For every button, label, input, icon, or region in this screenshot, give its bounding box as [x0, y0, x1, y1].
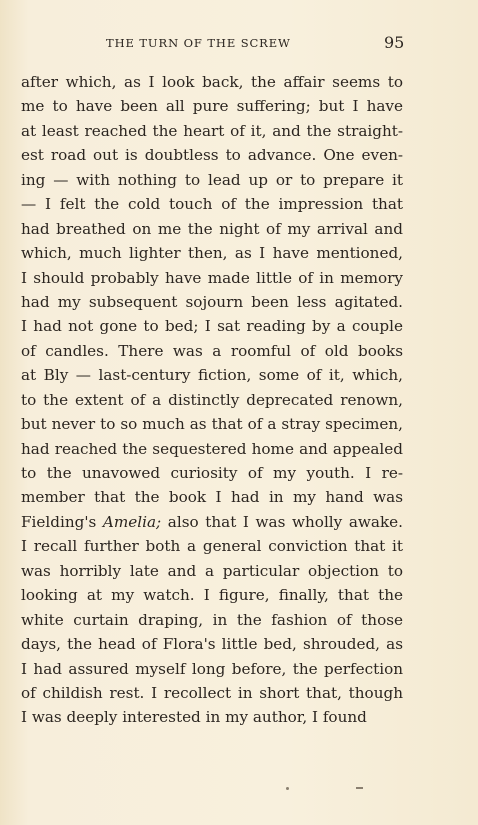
- page-number: 95: [384, 33, 405, 52]
- text-line: est road out is doubtless to advance. One even-: [21, 146, 403, 165]
- text-line: had reached the sequestered home and appealed: [21, 439, 403, 458]
- text-line: I had assured myself long before, the perfection: [21, 659, 403, 678]
- text-line: white curtain draping, in the fashion of those: [21, 610, 403, 629]
- text-line: I should probably have made little of in memory: [21, 268, 403, 287]
- text-segment: Fielding's: [21, 512, 97, 531]
- ink-dash: [356, 787, 363, 789]
- text-line: me to have been all pure suffering; but I have: [21, 97, 403, 116]
- text-line: ing — with nothing to lead up or to prepare it: [21, 170, 403, 189]
- body-text: [21, 70, 403, 730]
- running-header: [0, 33, 478, 56]
- text-line-amelia: [21, 510, 403, 534]
- text-line: but never to so much as that of a stray specimen,: [21, 415, 403, 434]
- text-line: I recall further both a general conviction that it: [21, 537, 403, 556]
- text-line: which, much lighter then, as I have mentioned,: [21, 244, 403, 263]
- text-line: of childish rest. I recollect in short that, though: [21, 683, 403, 702]
- running-title: THE TURN OF THE SCREW: [106, 36, 291, 50]
- text-line: was horribly late and a particular objection to: [21, 561, 403, 580]
- text-line: at Bly — last-century fiction, some of it, which,: [21, 366, 403, 385]
- text-line: at least reached the heart of it, and the straight-: [21, 121, 403, 140]
- text-segment: also that I was wholly awake.: [167, 512, 403, 531]
- text-line: after which, as I look back, the affair seems to: [21, 73, 403, 91]
- text-line: to the unavowed curiosity of my youth. I re-: [21, 464, 403, 482]
- book-title-amelia: Amelia;: [102, 512, 162, 531]
- text-line: member that the book I had in my hand was: [21, 488, 403, 507]
- text-line: looking at my watch. I figure, finally, that the: [21, 586, 403, 605]
- text-line: I was deeply interested in my author, I found: [21, 708, 367, 727]
- text-line: of candles. There was a roomful of old books: [21, 341, 403, 360]
- text-line: I had not gone to bed; I sat reading by a couple: [21, 317, 403, 336]
- text-line: had my subsequent sojourn been less agitated.: [21, 292, 403, 311]
- text-line: — I felt the cold touch of the impression that: [21, 195, 403, 214]
- text-line: to the extent of a distinctly deprecated renown,: [21, 390, 403, 409]
- text-line: days, the head of Flora's little bed, shrouded, as: [21, 635, 403, 654]
- text-line: had breathed on me the night of my arrival and: [21, 219, 403, 238]
- ink-speck: [286, 787, 289, 790]
